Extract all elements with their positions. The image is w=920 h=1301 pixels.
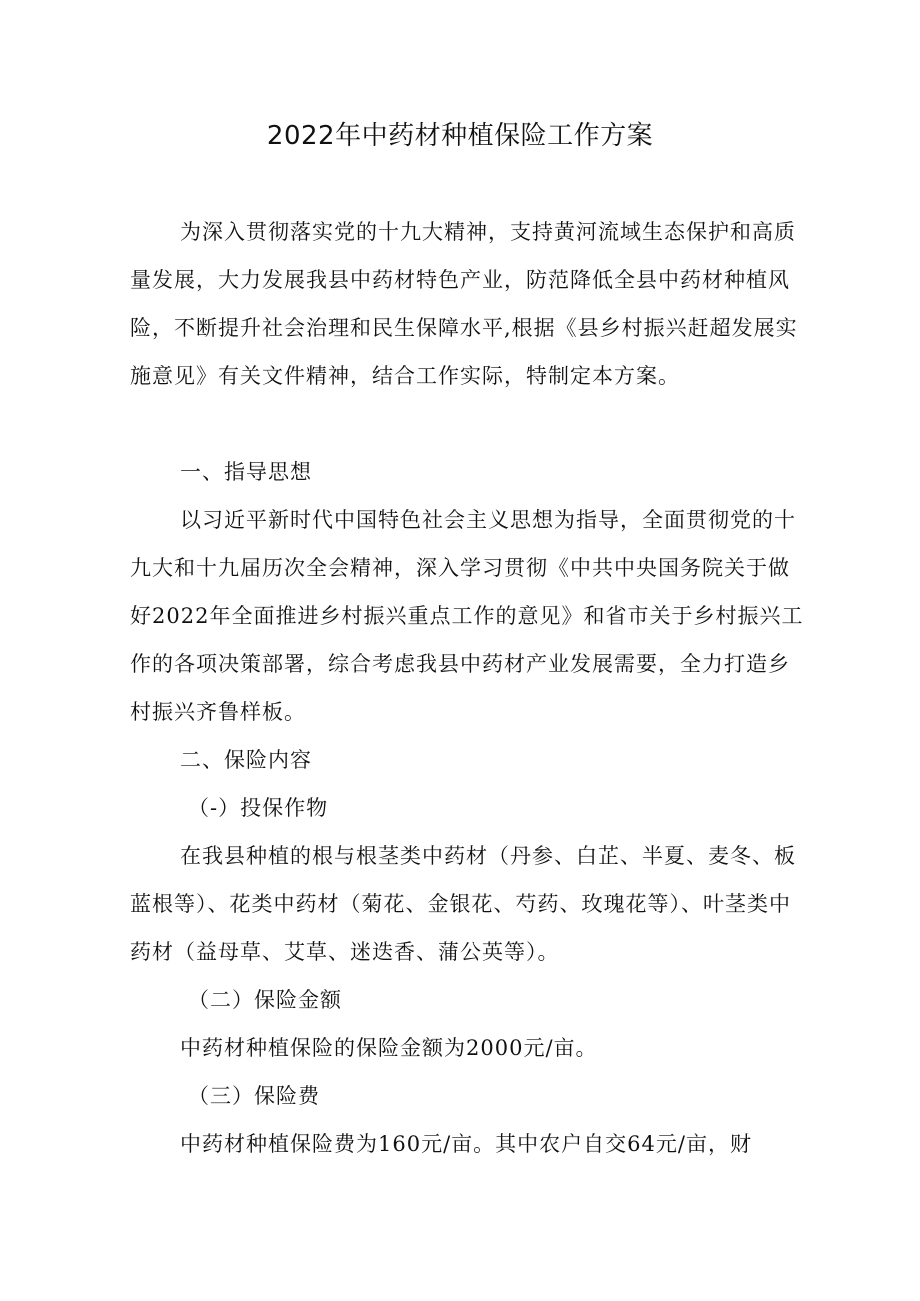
document-title: 2022年中药材种植保险工作方案 — [266, 121, 654, 151]
section-2-heading: 二、保险内容 — [180, 748, 312, 772]
intro-paragraph: 为深入贯彻落实党的十九大精神，支持黄河流域生态保护和高质量发展，大力发展我县中药材特色产业，防范降低全县中药材种植风险，不断提升社会治理和民生保障水平,根据《县乡村振兴赶超发展实施意见》有关文件精神，结合工作实际，特制定本方案。 — [130, 220, 798, 388]
subsection-2-heading: （二）保险金额 — [188, 988, 342, 1012]
section-1-body: 以习近平新时代中国特色社会主义思想为指导，全面贯彻党的十九大和十九届历次全会精神，深入学习贯彻《中共中央国务院关于做好2022年全面推进乡村振兴重点工作的意见》和省市关于乡村振兴工作的各项决策部署，综合考虑我县中药材产业发展需要，全力打造乡村振兴齐鲁样板。 — [130, 508, 804, 724]
subsection-3-body: 中药材种植保险费为160元/亩。其中农户自交64元/亩，财 — [180, 1132, 752, 1156]
subsection-1-heading: （-）投保作物 — [188, 796, 329, 820]
subsection-3-heading: （三）保险费 — [188, 1084, 320, 1108]
section-1-heading: 一、指导思想 — [180, 460, 312, 484]
subsection-2-body: 中药材种植保险的保险金额为2000元/亩。 — [180, 1036, 598, 1060]
subsection-1-body: 在我县种植的根与根茎类中药材（丹参、白芷、半夏、麦冬、板蓝根等）、花类中药材（菊花、金银花、芍药、玫瑰花等）、叶茎类中药材（益母草、艾草、迷迭香、蒲公英等）。 — [130, 844, 796, 964]
